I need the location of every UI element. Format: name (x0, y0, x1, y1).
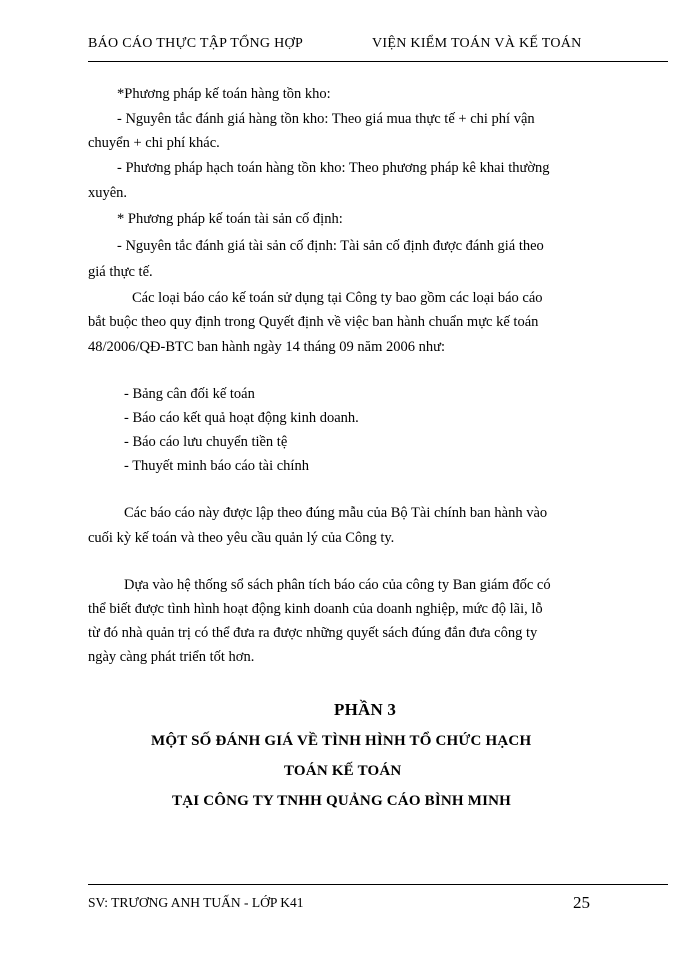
footer-student: SV: TRƯƠNG ANH TUẤN - LỚP K41 (88, 895, 304, 910)
body-line: 48/2006/QĐ-BTC ban hành ngày 14 tháng 09 năm 2006 như: (88, 339, 446, 355)
list-item: - Báo cáo lưu chuyển tiền tệ (124, 434, 288, 450)
header-institute: VIỆN KIỂM TOÁN VÀ KẾ TOÁN (372, 36, 582, 51)
body-line: *Phương pháp kế toán hàng tồn kho: (117, 86, 331, 102)
body-line: Các báo cáo này được lập theo đúng mẫu của Bộ Tài chính ban hành vào (124, 505, 548, 521)
page-number: 25 (573, 893, 590, 912)
body-line: giá thực tế. (88, 264, 153, 280)
header-rule (88, 61, 668, 62)
section-part-heading: PHẦN 3 (334, 700, 397, 719)
list-item: - Thuyết minh báo cáo tài chính (124, 458, 309, 474)
body-line: * Phương pháp kế toán tài sản cố định: (117, 211, 343, 227)
list-item: - Bảng cân đối kế toán (124, 386, 255, 402)
body-line: từ đó nhà quản trị có thể đưa ra được những quyết sách đúng đắn đưa công ty (88, 625, 538, 641)
body-line: xuyên. (88, 185, 128, 201)
body-line: Dựa vào hệ thống sổ sách phân tích báo cáo của công ty Ban giám đốc có (124, 577, 551, 593)
section-title-line-3: TẠI CÔNG TY TNHH QUẢNG CÁO BÌNH MINH (172, 793, 512, 809)
body-line: cuối kỳ kế toán và theo yêu cầu quản lý của Công ty. (88, 530, 395, 546)
body-line: chuyển + chi phí khác. (88, 135, 220, 151)
body-line: Các loại báo cáo kế toán sử dụng tại Công ty bao gồm các loại báo cáo (132, 290, 543, 306)
body-line: ngày càng phát triển tốt hơn. (88, 649, 255, 665)
header-report-title: BÁO CÁO THỰC TẬP TỔNG HỢP (88, 36, 304, 51)
body-line: - Phương pháp hạch toán hàng tồn kho: Theo phương pháp kê khai thường (117, 160, 550, 176)
section-title-line-2: TOÁN KẾ TOÁN (284, 763, 402, 779)
section-title-line-1: MỘT SỐ ĐÁNH GIÁ VỀ TÌNH HÌNH TỔ CHỨC HẠCH (151, 733, 532, 749)
body-line: - Nguyên tắc đánh giá tài sản cố định: Tài sản cố định được đánh giá theo (117, 238, 544, 254)
body-line: thể biết được tình hình hoạt động kinh doanh của doanh nghiệp, mức độ lãi, lỗ (88, 601, 543, 617)
list-item: - Báo cáo kết quả hoạt động kinh doanh. (124, 410, 359, 426)
body-line: - Nguyên tắc đánh giá hàng tồn kho: Theo giá mua thực tế + chi phí vận (117, 111, 535, 127)
body-line: bắt buộc theo quy định trong Quyết định về việc ban hành chuẩn mực kế toán (88, 314, 539, 330)
footer-rule (88, 884, 668, 885)
